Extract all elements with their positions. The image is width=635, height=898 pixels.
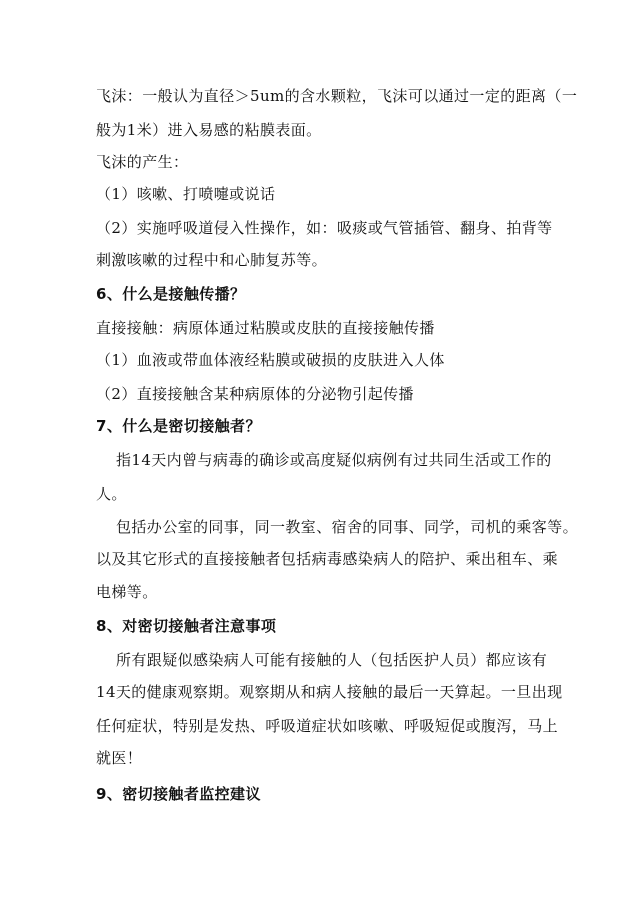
section-heading: 7、什么是密切接触者？ (96, 417, 261, 435)
paragraph-line: 以及其它形式的直接接触者包括病毒感染病人的陪护、乘出租车、乘 (96, 550, 559, 568)
list-item: （1）血液或带血体液经粘膜或破损的皮肤进入人体 (96, 351, 445, 369)
paragraph-line: 电梯等。 (96, 583, 158, 601)
list-item: （2）实施呼吸道侵入性操作，如：吸痰或气管插管、翻身、拍背等 (96, 219, 553, 237)
section-heading: 9、密切接触者监控建议 (96, 785, 261, 803)
paragraph-line: 14天的健康观察期。观察期从和病人接触的最后一天算起。一旦出现 (96, 683, 563, 701)
paragraph-line: 般为1米）进入易感的粘膜表面。 (96, 121, 322, 139)
paragraph-line: 飞沫的产生： (96, 153, 189, 171)
paragraph-line: 任何症状，特别是发热、呼吸道症状如咳嗽、呼吸短促或腹泻，马上 (96, 717, 559, 735)
paragraph-line: 就医！ (96, 749, 143, 767)
list-item: （2）直接接触含某种病原体的分泌物引起传播 (96, 385, 414, 403)
paragraph-line: 直接接触：病原体通过粘膜或皮肤的直接接触传播 (96, 319, 435, 337)
paragraph-line: 包括办公室的同事，同一教室、宿舍的同事、同学，司机的乘客等。 (116, 518, 579, 536)
list-item: （1）咳嗽、打喷嚏或说话 (96, 185, 276, 203)
section-heading: 8、对密切接触者注意事项 (96, 617, 277, 635)
paragraph-line: 飞沫：一般认为直径＞5um的含水颗粒，飞沫可以通过一定的距离（一 (96, 87, 578, 105)
paragraph-line: 人。 (96, 485, 127, 503)
section-heading: 6、什么是接触传播？ (96, 285, 246, 303)
paragraph-line: 指14天内曾与病毒的确诊或高度疑似病例有过共同生活或工作的 (116, 451, 552, 469)
paragraph-line: 所有跟疑似感染病人可能有接触的人（包括医护人员）都应该有 (116, 651, 548, 669)
paragraph-line: 刺激咳嗽的过程中和心肺复苏等。 (96, 251, 328, 269)
